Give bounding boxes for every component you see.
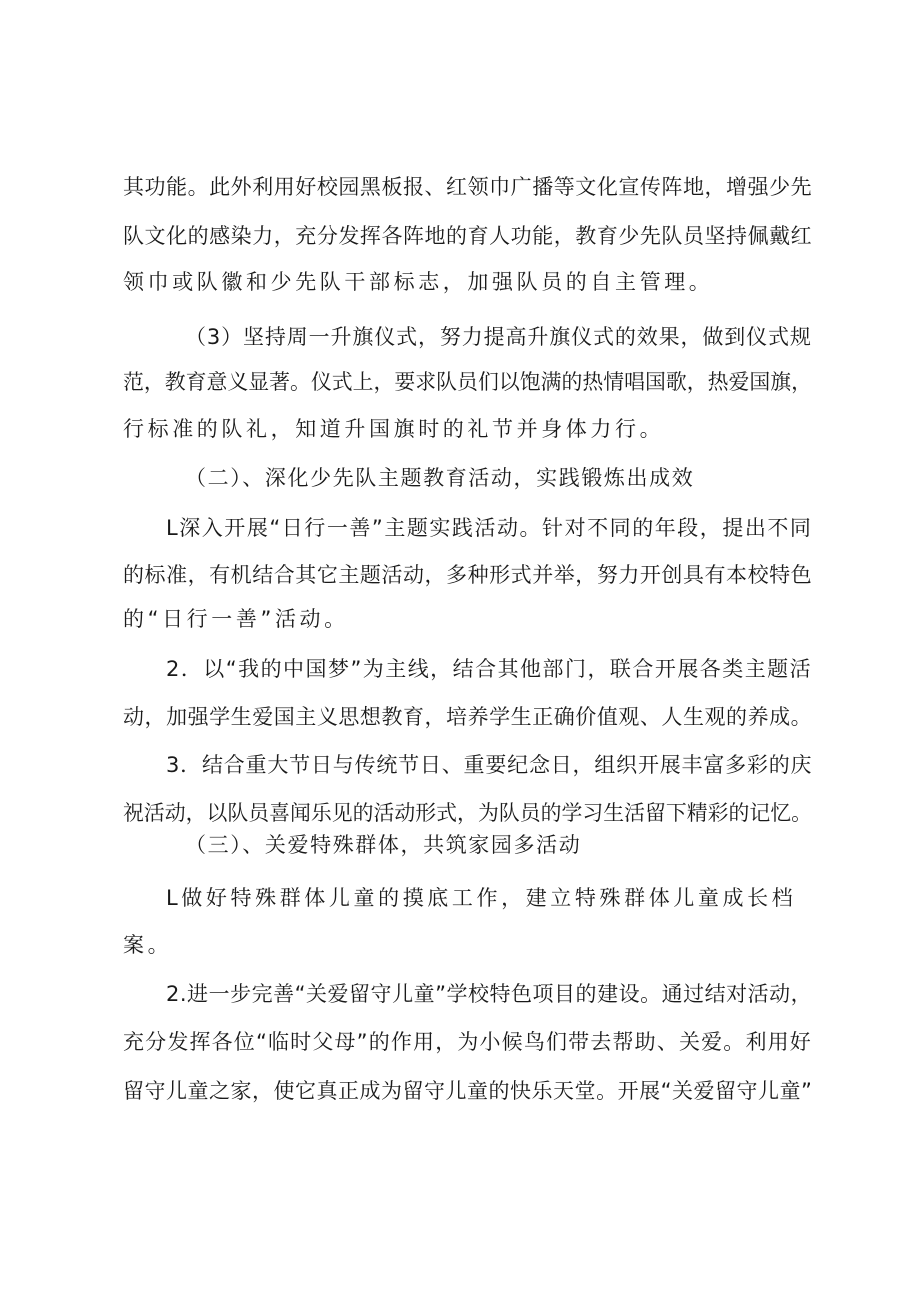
- section-heading-3: （三）、关爱特殊群体，共筑家园多活动: [185, 833, 582, 857]
- paragraph-3-line-2: 的标准，有机结合其它主题活动，多种形式并举，努力开创具有本校特色: [123, 563, 813, 587]
- paragraph-3-line-3: 的“日行一善”活动。: [123, 607, 349, 631]
- paragraph-4-line-2: 动，加强学生爱国主义思想教育，培养学生正确价值观、人生观的养成。: [123, 705, 813, 729]
- paragraph-2-line-2: 范，教育意义显著。仪式上，要求队员们以饱满的热情唱国歌，热爱国旗，: [123, 370, 812, 394]
- section-heading-2: （二）、深化少先队主题教育活动，实践锻炼出成效: [185, 466, 695, 490]
- paragraph-7-line-1: 2.进一步完善“关爱留守儿童”学校特色项目的建设。通过结对活动，: [166, 982, 813, 1006]
- paragraph-1-line-3: 领巾或队徽和少先队干部标志，加强队员的自主管理。: [123, 270, 714, 294]
- paragraph-6-line-1: L做好特殊群体儿童的摸底工作，建立特殊群体儿童成长档: [166, 886, 797, 910]
- paragraph-4-line-1: 2．以“我的中国梦”为主线，结合其他部门，联合开展各类主题活: [166, 657, 813, 681]
- paragraph-3-line-1: L深入开展“日行一善”主题实践活动。针对不同的年段，提出不同: [166, 516, 813, 540]
- paragraph-7-line-3: 留守儿童之家，使它真正成为留守儿童的快乐天堂。开展“关爱留守儿童”: [123, 1079, 813, 1103]
- paragraph-6-line-2: 案。: [123, 933, 173, 957]
- paragraph-5-line-2: 祝活动，以队员喜闻乐见的活动形式，为队员的学习生活留下精彩的记忆。: [123, 801, 812, 825]
- paragraph-2-line-3: 行标准的队礼，知道升国旗时的礼节并身体力行。: [123, 417, 665, 441]
- paragraph-2-line-1: （3）坚持周一升旗仪式，努力提高升旗仪式的效果，做到仪式规: [185, 325, 812, 349]
- paragraph-5-line-1: 3．结合重大节日与传统节日、重要纪念日，组织开展丰富多彩的庆: [166, 753, 813, 777]
- paragraph-1-line-1: 其功能。此外利用好校园黑板报、红领巾广播等文化宣传阵地，增强少先: [123, 175, 813, 199]
- paragraph-7-line-2: 充分发挥各位“临时父母”的作用，为小候鸟们带去帮助、关爱。利用好: [123, 1030, 812, 1054]
- paragraph-1-line-2: 队文化的感染力，充分发挥各阵地的育人功能，教育少先队员坚持佩戴红: [123, 224, 813, 248]
